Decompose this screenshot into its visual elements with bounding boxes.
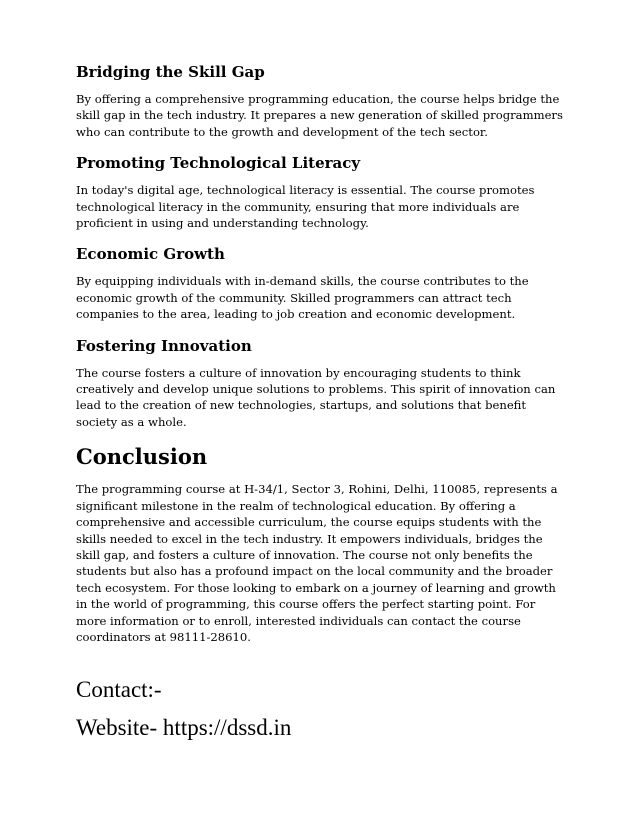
section-heading: Promoting Technological Literacy	[76, 154, 361, 173]
section-heading: Fostering Innovation	[76, 336, 252, 355]
website-link[interactable]: Website- https://dssd.in	[76, 715, 292, 741]
conclusion-body: The programming course at H-34/1, Sector 3, Rohini, Delhi, 110085, represents a significant milestone in the realm of technological education. By offering a comprehensive and accessible curriculum, the course equips students with the skills needed to excel in the tech industry. It empowers individuals, bridges the skill gap, and fosters a culture of innovation. The course not only benefits the students but also has a profound impact on the local community and the broader tech ecosystem. For those looking to embark on a journey of learning and growth in the world of programming, this course offers the perfect starting point. For more information or to enroll, interested individuals can contact the course coordinators at 98111-28610.	[76, 482, 558, 644]
section-economic-growth	[76, 244, 566, 322]
document-page	[76, 62, 566, 743]
section-body: By offering a comprehensive programming education, the course helps bridge the skill gap in the tech industry. It prepares a new generation of skilled programmers who can contribute to the growth and development of the tech sector.	[76, 92, 563, 139]
conclusion-heading: Conclusion	[76, 444, 208, 470]
section-conclusion	[76, 443, 566, 645]
section-heading: Bridging the Skill Gap	[76, 63, 265, 81]
contact-block	[76, 675, 566, 743]
section-tech-literacy	[76, 153, 566, 231]
section-skill-gap	[76, 62, 566, 140]
contact-label: Contact:-	[76, 677, 162, 703]
section-body: In today's digital age, technological literacy is essential. The course promotes technological literacy in the community, ensuring that more individuals are proficient in using and understanding technology.	[76, 183, 535, 231]
section-heading: Economic Growth	[76, 245, 225, 264]
section-body: The course fosters a culture of innovation by encouraging students to think creatively and develop unique solutions to problems. This spirit of innovation can lead to the creation of new technologies, startups, and solutions that benefit society as a whole.	[76, 365, 556, 429]
section-innovation	[76, 336, 566, 431]
section-body: By equipping individuals with in-demand skills, the course contributes to the economic growth of the community. Skilled programmers can attract tech companies to the area, leading to job creation and economic development.	[76, 274, 529, 322]
